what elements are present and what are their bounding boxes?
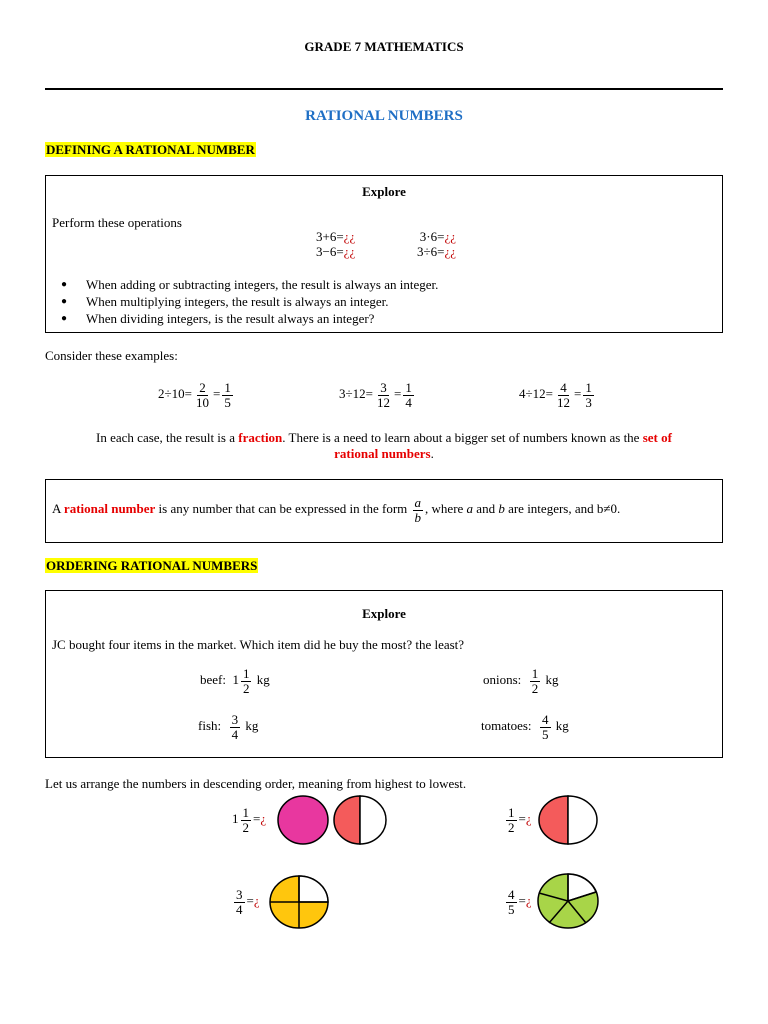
half-empty bbox=[360, 796, 386, 844]
op-divide: 3÷6=¿¿ bbox=[416, 244, 456, 259]
explore-label: Explore bbox=[362, 606, 406, 621]
arrange-text: Let us arrange the numbers in descending order, meaning from highest to lowest. bbox=[45, 776, 467, 791]
market-question: JC bought four items in the market. Which item did he buy the most? the least? bbox=[52, 637, 465, 652]
document-header: GRADE 7 MATHEMATICS bbox=[304, 39, 464, 54]
half-shaded bbox=[539, 796, 568, 844]
header-rule bbox=[45, 88, 723, 90]
definition-box bbox=[45, 479, 723, 543]
section-heading-ordering: ORDERING RATIONAL NUMBERS bbox=[46, 558, 258, 573]
half-empty bbox=[568, 796, 597, 844]
op-add: 3+6=¿¿ bbox=[316, 229, 356, 244]
whole-circle bbox=[278, 796, 328, 844]
list-item: ● When adding or subtracting integers, the result is always an integer. bbox=[46, 276, 716, 293]
fraction-circles-one-and-half bbox=[276, 795, 391, 847]
visual-label-onions: $\frac{1}{2}$ =¿ bbox=[508, 805, 532, 835]
fraction-circle-three-quarters bbox=[268, 874, 332, 930]
explore-box-operations bbox=[45, 175, 723, 333]
example-1: 2÷10= $\frac{2}{10}$ = $\frac{1}{5}$ bbox=[158, 380, 231, 410]
bullet-list bbox=[46, 276, 716, 327]
example-3: 4÷12= $\frac{4}{12}$ = $\frac{1}{3}$ bbox=[519, 380, 592, 410]
item-fish: fish: $\frac{3}{4}$ kg bbox=[198, 712, 259, 742]
explore-box-market bbox=[45, 590, 723, 758]
list-item: ● When dividing integers, is the result always an integer? bbox=[46, 310, 716, 327]
definition-text: A rational number is any number that can be expressed in the form $\frac{a}{b}$ , where a and b are integers, and b≠0. bbox=[52, 495, 621, 525]
explore-label: Explore bbox=[362, 184, 406, 199]
operations-grid bbox=[316, 229, 456, 259]
op-subtract: 3−6=¿¿ bbox=[316, 244, 356, 259]
quarter-empty bbox=[299, 876, 328, 902]
example-2: 3÷12= $\frac{3}{12}$ = $\frac{1}{4}$ bbox=[339, 380, 412, 410]
consider-text: Consider these examples: bbox=[45, 348, 178, 363]
fraction-paragraph: In each case, the result is a fraction. There is a need to learn about a bigger set of numbers known as the set of rational numbers. bbox=[96, 430, 672, 461]
item-beef: beef: 1 $\frac{1}{2}$ kg bbox=[200, 666, 270, 696]
visual-label-beef: 1 $\frac{1}{2}$ =¿ bbox=[232, 805, 267, 835]
instruction-text: Perform these operations bbox=[52, 215, 182, 230]
fraction-circle-half bbox=[538, 795, 600, 847]
visual-label-tomatoes: $\frac{4}{5}$ =¿ bbox=[508, 887, 532, 917]
main-title: RATIONAL NUMBERS bbox=[305, 108, 463, 124]
section-heading-defining: DEFINING A RATIONAL NUMBER bbox=[46, 142, 255, 157]
fraction-circle-four-fifths bbox=[535, 872, 601, 930]
half-shaded bbox=[334, 796, 360, 844]
visual-label-fish: $\frac{3}{4}$ =¿ bbox=[236, 887, 260, 917]
item-tomatoes: tomatoes: $\frac{4}{5}$ kg bbox=[481, 712, 569, 742]
op-multiply: 3·6=¿¿ bbox=[419, 229, 456, 244]
list-item: ● When multiplying integers, the result is always an integer. bbox=[46, 293, 716, 310]
item-onions: onions: $\frac{1}{2}$ kg bbox=[483, 666, 559, 696]
